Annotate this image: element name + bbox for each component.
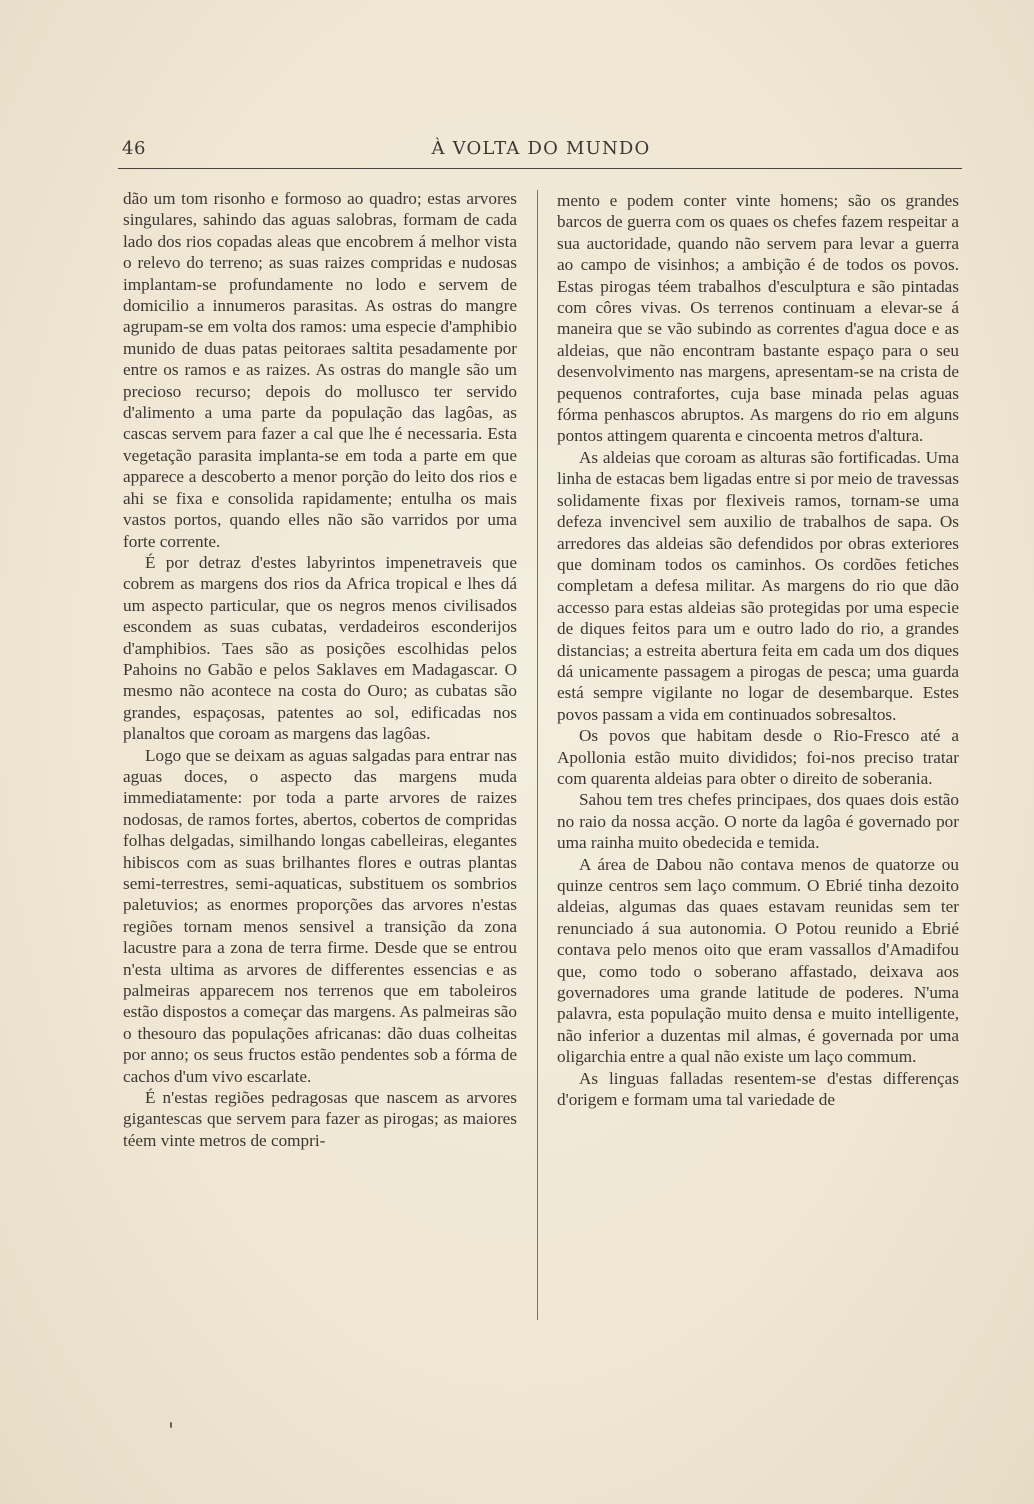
left-column <box>123 188 517 1151</box>
header-rule <box>118 168 962 169</box>
page-number: 46 <box>122 138 146 159</box>
paragraph: Sahou tem tres chefes principaes, dos quaes dois estão no raio da nossa acção. O norte da lagôa é governado por uma rainha muito obedecida e temida. <box>557 790 959 853</box>
running-title: À VOLTA DO MUNDO <box>431 138 651 159</box>
paragraph: dão um tom risonho e formoso ao quadro; estas arvores singulares, sahindo das aguas salobras, formam de cada lado dos rios copadas aleas que encobrem á melhor vista o relevo do terreno; as suas raizes compridas e nudosas implantam-se profundamente no lodo e servem de domicilio a innumeros parasitas. As ostras do mangre agrupam-se em volta dos ramos: uma especie d'amphibio munido de duas patas peitoraes saltita pesadamente por entre os ramos e as raizes. As ostras do mangle são um precioso recurso; depois do mollusco ter servido d'alimento a uma parte da população das lagôas, as cascas servem para fazer a cal que lhe é necessaria. Esta vegetação parasita implanta-se em toda a parte em que apparece a descoberto a menor porção do leito dos rios e ahi se fixa e consolida rapidamente; entulha os mais vastos portos, quando elles não são varridos por uma forte corrente. <box>123 189 517 551</box>
paragraph: A área de Dabou não contava menos de quatorze ou quinze centros sem laço commum. O Ebrié tinha dezoito aldeias, algumas das quaes estavam reunidas sem ter renunciado á sua autonomia. O Potou reunido a Ebrié contava pelo menos oito que eram vassallos d'Amadifou que, como todo o soberano affastado, deixava aos governadores uma grande latitude de poderes. N'uma palavra, esta população muito densa e muito intelligente, não inferior a duzentas mil almas, é governada por uma oligarchia entre a qual não existe um laço commum. <box>557 854 959 1067</box>
right-column <box>557 190 959 1110</box>
paper-speck <box>170 1422 172 1428</box>
paragraph: É por detraz d'estes labyrintos impenetraveis que cobrem as margens dos rios da Africa tropical e lhes dá um aspecto particular, que os negros menos civilisados escondem as suas cubatas, verdadeiros esconderijos d'amphibios. Taes são as posições escolhidas pelos Pahoins no Gabão e pelos Saklaves em Madagascar. O mesmo não acontece na costa do Ouro; as cubatas são grandes, espaçosas, patentes ao sol, edificadas nos planaltos que coroam as margens das lagôas. <box>123 552 517 744</box>
page-header <box>122 138 960 166</box>
paragraph: Logo que se deixam as aguas salgadas para entrar nas aguas doces, o aspecto das margens muda immediatamente: por toda a parte arvores de raizes nodosas, de ramos fortes, abertos, cobertos de compridas folhas delgadas, similhando longas cabelleiras, elegantes hibiscos com as suas brilhantes flores e outras plantas semi-terrestres, semi-aquaticas, substituem os sombrios paletuvios; as enormes proporções das arvores n'estas regiões tornam menos sensivel a transição da zona lacustre para a zona de terra firme. Desde que se entrou n'esta ultima as arvores de differentes essencias e as palmeiras apparecem nos terrenos que em taboleiros estão dispostos a começar das margens. As palmeiras são o thesouro das populações africanas: dão duas colheitas por anno; os seus fructos estão pendentes sob a fórma de cachos d'um vivo escarlate. <box>123 745 517 1086</box>
paragraph: É n'estas regiões pedragosas que nascem as arvores gigantescas que servem para fazer as pirogas; as maiores téem vinte metros de compri- <box>123 1088 517 1150</box>
paragraph: As aldeias que coroam as alturas são fortificadas. Uma linha de estacas bem ligadas entre si por meio de travessas solidamente fixas por flexiveis ramos, tornam-se uma defeza invencivel sem auxilio de trabalhos de sapa. Os arredores das aldeias são defendidos por obras exteriores que dominam todos os caminhos. Os cordões fetiches completam a defesa militar. As margens do rio que dão accesso para estas aldeias são protegidas por uma especie de diques feitos para um e outro lado do rio, a grandes distancias; a estreita abertura feita em cada um dos diques dá unicamente passagem a pirogas de pesca; uma guarda está sempre vigilante no logar de desembarque. Estes povos passam a vida em continuados sobresaltos. <box>557 447 959 724</box>
paragraph: Os povos que habitam desde o Rio-Fresco até a Apollonia estão muito divididos; foi-nos preciso tratar com quarenta aldeias para obter o direito de soberania. <box>557 726 959 788</box>
paragraph: As linguas falladas resentem-se d'estas differenças d'origem e formam uma tal variedade de <box>557 1068 959 1110</box>
paragraph: mento e podem conter vinte homens; são os grandes barcos de guerra com os quaes os chefes fazem respeitar a sua auctoridade, quando não servem para levar a guerra ao campo de visinhos; a ambição é de todos os povos. Estas pirogas téem trabalhos d'esculptura e são pintadas com côres vivas. Os terrenos continuam a elevar-se á maneira que se vão subindo as correntes d'agua doce e as aldeias, que não encontram bastante espaço para o seu desenvolvimento nas margens, apresentam-se na crista de pequenos contrafortes, cuja base minada pelas aguas fórma penhascos abruptos. As margens do rio em alguns pontos attingem quarenta e cincoenta metros d'altura. <box>557 191 959 446</box>
column-divider <box>537 190 538 1320</box>
